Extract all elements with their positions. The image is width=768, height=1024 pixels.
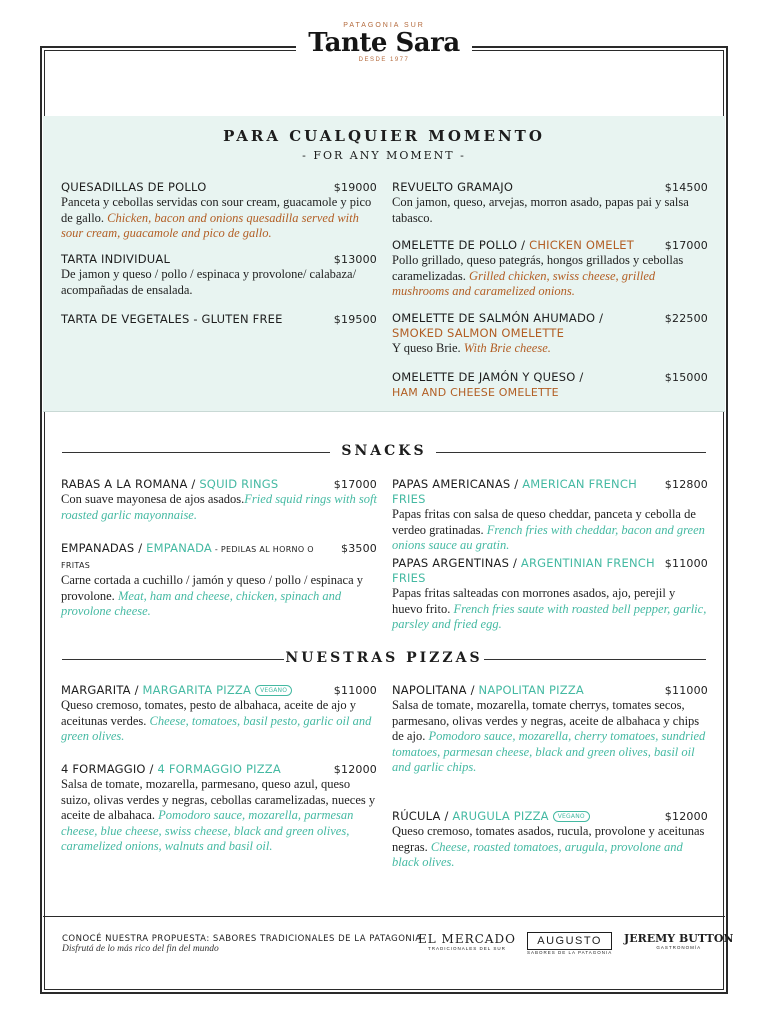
vegan-badge: VEGANO xyxy=(255,685,292,696)
menu-item-name-group xyxy=(392,370,583,400)
menu-item-description-es: Carne cortada a cuchillo / jamón y queso / pollo / espinaca y provolone. xyxy=(61,573,363,603)
menu-item-description xyxy=(61,492,377,523)
menu-item-note: - PEDILAS AL HORNO O FRITAS xyxy=(61,545,314,570)
menu-item-name-group xyxy=(61,180,206,195)
menu-item-name-group xyxy=(392,238,634,253)
section-subtitle-momento: - FOR ANY MOMENT - xyxy=(302,149,466,162)
menu-item-description-es: Panceta y cebollas servidas con sour cream, guacamole y pico de gallo. xyxy=(61,195,372,225)
brand-el-mercado[interactable] xyxy=(418,932,516,951)
menu-item-header xyxy=(392,683,708,698)
section-title-snacks: SNACKS xyxy=(341,443,427,459)
menu-item-description-en: Pomodoro sauce, mozarella, parmesan cheese, blue cheese, swiss cheese, black and green olives, caramelized onions, walnuts and basil oil. xyxy=(61,808,354,853)
menu-item-header xyxy=(61,180,377,195)
menu-item-price: $11000 xyxy=(664,684,708,697)
menu-item-description-en: Pomodoro sauce, mozarella, cherry tomatoes, sundried tomatoes, parmesan cheese, black and green olives, basil oil and garlic chips. xyxy=(392,729,706,774)
menu-item-name-english: SMOKED SALMON OMELETTE xyxy=(392,326,565,340)
menu-item-name-group xyxy=(61,762,281,777)
menu-item-price: $17000 xyxy=(333,478,377,491)
menu-item-description-es: Queso cremoso, tomates asados, rucula, provolone y aceitunas negras. xyxy=(392,824,705,854)
menu-item xyxy=(61,180,377,242)
menu-item-name-group xyxy=(61,252,170,267)
menu-item-price: $12800 xyxy=(664,478,708,491)
menu-item-header xyxy=(392,370,708,400)
brand-jeremy-button[interactable] xyxy=(624,932,733,950)
menu-item xyxy=(392,238,708,300)
brand-jeremy-button-name: JEREMY BUTTON xyxy=(624,932,734,945)
menu-item xyxy=(61,683,377,745)
menu-item-description xyxy=(61,698,377,745)
menu-item-name: PAPAS AMERICANAS / xyxy=(392,477,523,491)
menu-item-price: $12000 xyxy=(664,810,708,823)
menu-item xyxy=(61,312,377,327)
menu-item-price: $22500 xyxy=(664,312,708,325)
menu-item-name-english: ARGENTINIAN FRENCH FRIES xyxy=(392,556,655,585)
menu-item-name-group xyxy=(392,683,584,698)
menu-item xyxy=(392,477,708,554)
menu-item-name-english: SQUID RINGS xyxy=(199,477,279,491)
menu-item-name: PAPAS ARGENTINAS / xyxy=(392,556,521,570)
menu-item xyxy=(392,556,708,633)
menu-item-description-en: With Brie cheese. xyxy=(463,341,551,355)
menu-item-description xyxy=(392,253,708,300)
section-title-pizzas: NUESTRAS PIZZAS xyxy=(285,650,483,666)
menu-item-description xyxy=(392,341,708,357)
menu-item-header xyxy=(392,311,708,341)
menu-item-description-en: Chicken, bacon and onions quesadilla served with sour cream, guacamole and pico de gallo. xyxy=(61,210,359,240)
menu-item xyxy=(392,180,708,226)
menu-item-header xyxy=(61,252,377,267)
footer-line-1: CONOCÉ NUESTRA PROPUESTA: SABORES TRADICIONALES DE LA PATAGONIA xyxy=(62,934,422,944)
menu-item-description-en: Meat, ham and cheese, chicken, spinach and provolone cheese. xyxy=(61,588,342,618)
menu-item-description-en: Cheese, tomatoes, basil pesto, garlic oil and green olives. xyxy=(61,713,372,743)
menu-item-price: $13000 xyxy=(333,253,377,266)
menu-item-description xyxy=(392,698,708,776)
brand-augusto-sub: SABORES DE LA PATAGONIA xyxy=(527,950,613,955)
menu-item-description-es: Pollo grillado, queso pategrás, hongos grillados y cebollas caramelizadas. xyxy=(392,253,684,283)
menu-item-name: MARGARITA / xyxy=(61,683,143,697)
vegan-badge: VEGANO xyxy=(553,811,590,822)
menu-item-description xyxy=(61,195,377,242)
menu-item-name-group xyxy=(392,477,665,507)
menu-item-description-en: French fries with cheddar, bacon and green onions sauce au gratin. xyxy=(392,522,705,552)
brand-augusto-name: AUGUSTO xyxy=(527,932,612,950)
brand-jeremy-button-sub: GASTRONOMÍA xyxy=(656,945,702,950)
menu-item-name-english: CHICKEN OMELET xyxy=(529,238,634,252)
menu-item-description-es: Queso cremoso, tomates, pesto de albahaca, aceite de ajo y aceitunas verdes. xyxy=(61,698,357,728)
menu-item-header xyxy=(61,477,377,492)
menu-item-name-group xyxy=(61,312,283,327)
brand-el-mercado-sub: TRADICIONALES DEL SUR xyxy=(428,946,506,951)
menu-item-name: REVUELTO GRAMAJO xyxy=(392,180,514,194)
menu-item xyxy=(392,370,708,400)
footer-divider xyxy=(43,916,725,917)
menu-item-header xyxy=(61,312,377,327)
menu-item-price: $11000 xyxy=(664,557,708,570)
menu-item-description-es: Con suave mayonesa de ajos asados. xyxy=(61,492,245,506)
menu-item-header xyxy=(61,541,377,573)
tante-sara-logo xyxy=(296,22,472,78)
menu-item-description-es: Salsa de tomate, mozarella, parmesano, queso azul, queso suizo, olivas verdes y negras, cebollas caramelizadas, nueces y aceite de albahaca. xyxy=(61,777,376,822)
menu-item-price: $15000 xyxy=(664,371,708,384)
footer-line-2: Disfrutá de lo más rico del fin del mundo xyxy=(62,944,219,954)
menu-item-price: $19500 xyxy=(333,313,377,326)
menu-item-header xyxy=(61,762,377,777)
menu-item-price: $11000 xyxy=(333,684,377,697)
menu-item-name: EMPANADAS / xyxy=(61,541,147,555)
logo-name: Tante Sara xyxy=(308,28,460,58)
menu-item xyxy=(61,541,377,620)
menu-item-name: RÚCULA / xyxy=(392,809,453,823)
logo-tagline-top: PATAGONIA SUR xyxy=(343,22,425,29)
menu-item-header xyxy=(392,809,708,824)
menu-item-name: NAPOLITANA / xyxy=(392,683,479,697)
section-title-momento: PARA CUALQUIER MOMENTO xyxy=(223,127,545,145)
menu-item-name-english: 4 FORMAGGIO PIZZA xyxy=(157,762,281,776)
menu-item-name: 4 FORMAGGIO / xyxy=(61,762,158,776)
menu-item-header xyxy=(392,180,708,195)
menu-item-name: TARTA DE VEGETALES - GLUTEN FREE xyxy=(61,312,283,326)
menu-item-description-es: De jamon y queso / pollo / espinaca y provolone/ calabaza/ acompañadas de ensalada. xyxy=(61,267,357,297)
menu-item-name-group xyxy=(61,683,292,698)
menu-item-description-en: Grilled chicken, swiss cheese, grilled mushrooms and caramelized onions. xyxy=(392,268,656,298)
menu-item-description-es: Con jamon, queso, arvejas, morron asado, papas pai y salsa tabasco. xyxy=(392,195,689,225)
brand-el-mercado-name: EL MERCADO xyxy=(418,932,516,946)
menu-item xyxy=(61,252,377,298)
menu-item-header xyxy=(392,556,708,586)
menu-item-name-english: NAPOLITAN PIZZA xyxy=(478,683,584,697)
menu-item-description-es: Papas fritas salteadas con morrones asados, ajo, perejil y huevo frito. xyxy=(392,586,676,616)
menu-item-description-en: Cheese, roasted tomatoes, arugula, provolone and black olives. xyxy=(392,839,683,869)
pizzas-rule-right xyxy=(484,659,706,660)
menu-item xyxy=(61,477,377,523)
menu-item-name-english: AMERICAN FRENCH FRIES xyxy=(392,477,637,506)
menu-item-description-en: Fried squid rings with soft roasted garlic mayonnaise. xyxy=(61,492,377,522)
menu-item-description-es: Salsa de tomate, mozarella, tomate cherrys, tomates secos, parmesano, olivas verdes y negras, aceite de albahaca y chips de ajo. xyxy=(392,698,700,743)
footer-text xyxy=(62,934,422,954)
menu-item-description xyxy=(61,267,377,298)
menu-item-name: OMELETTE DE POLLO / xyxy=(392,238,530,252)
menu-item-name: RABAS A LA ROMANA / xyxy=(61,477,200,491)
menu-item-name-group xyxy=(392,311,603,341)
menu-item-name-group xyxy=(392,180,513,195)
menu-item-name-group xyxy=(392,809,590,824)
menu-item-description xyxy=(392,507,708,554)
menu-item xyxy=(392,311,708,357)
menu-item-name-english: MARGARITA PIZZA xyxy=(142,683,252,697)
menu-item-price: $3500 xyxy=(341,542,377,555)
menu-item-name-group xyxy=(61,477,278,492)
menu-item-name: OMELETTE DE JAMÓN Y QUESO / xyxy=(392,370,584,384)
menu-item-description xyxy=(392,586,708,633)
menu-item-name-english: ARUGULA PIZZA xyxy=(452,809,549,823)
menu-item-description-es: Papas fritas con salsa de queso cheddar, panceta y cebolla de verdeo gratinadas. xyxy=(392,507,696,537)
menu-item-description xyxy=(392,824,708,871)
menu-item-name-english: HAM AND CHEESE OMELETTE xyxy=(392,386,559,399)
menu-item xyxy=(61,762,377,855)
snacks-rule-right xyxy=(436,452,706,453)
menu-item-name-group xyxy=(392,556,665,586)
menu-item-price: $14500 xyxy=(664,181,708,194)
menu-item xyxy=(392,809,708,871)
menu-item-name-group xyxy=(61,541,341,573)
menu-item-description xyxy=(61,573,377,620)
logo-tagline-bottom: DESDE 1977 xyxy=(358,57,410,63)
menu-item xyxy=(392,683,708,776)
menu-item-name: OMELETTE DE SALMÓN AHUMADO / xyxy=(392,311,604,325)
menu-item-name: QUESADILLAS DE POLLO xyxy=(61,180,207,194)
menu-item-name-english: EMPANADA xyxy=(146,541,212,555)
brand-augusto[interactable] xyxy=(527,932,612,955)
menu-item-name: TARTA INDIVIDUAL xyxy=(61,252,171,266)
menu-item-header xyxy=(61,683,377,698)
menu-item-price: $12000 xyxy=(333,763,377,776)
menu-item-description xyxy=(392,195,708,226)
menu-item-description-en: French fries saute with roasted bell pepper, garlic, parsley and fried egg. xyxy=(392,601,707,631)
menu-item-header xyxy=(392,238,708,253)
menu-item-price: $19000 xyxy=(333,181,377,194)
menu-item-price: $17000 xyxy=(664,239,708,252)
menu-item-description-es: Y queso Brie. xyxy=(392,341,464,355)
menu-item-header xyxy=(392,477,708,507)
menu-item-description xyxy=(61,777,377,855)
